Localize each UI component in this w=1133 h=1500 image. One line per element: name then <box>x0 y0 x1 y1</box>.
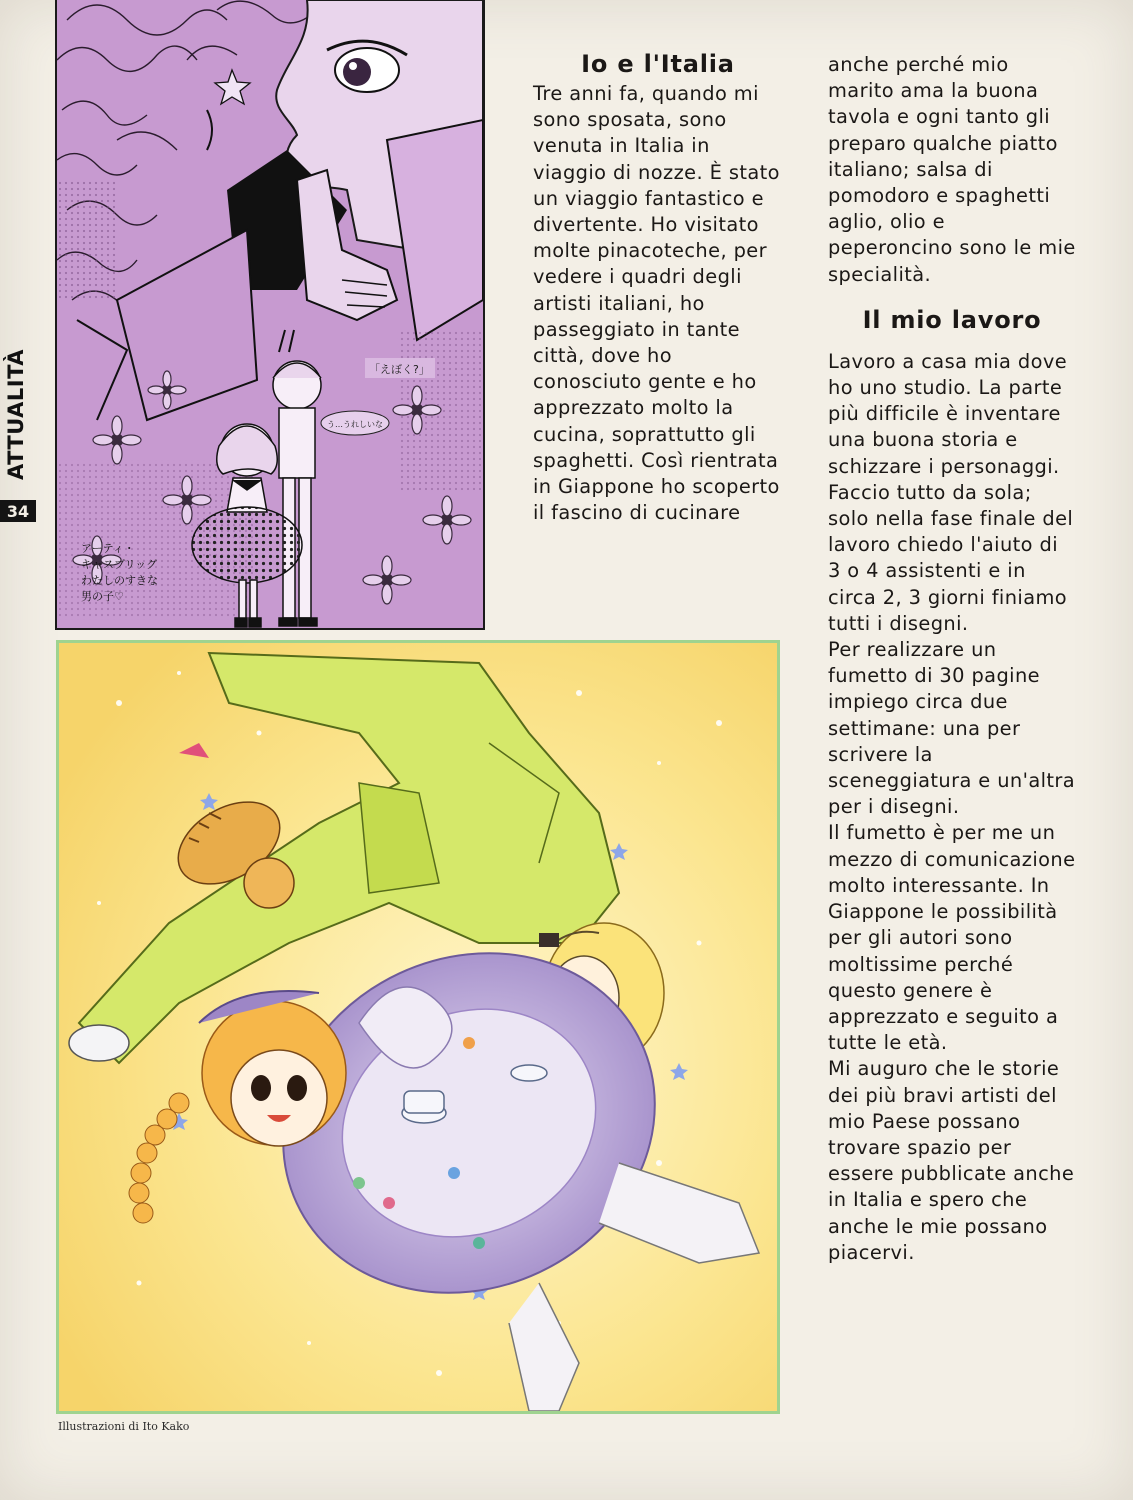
caption-line-3: わたしのすきな <box>81 574 158 587</box>
speech-bubble-text: 「えぼく?」 <box>369 363 430 376</box>
caption-line-2: キャスブリッグ <box>81 558 158 571</box>
article-paragraph: Tre anni fa, quando mi sono sposata, sono venuta in Italia in viaggio di nozze. È stato un viaggio fantastico e divertente. Ho visitato molte pinacoteche, per vedere i quadri degli artisti italiani, ho passeggiato in tante città, dove ho conosciuto gente e ho apprezzato molto la cucina, soprattutto gli spaghetti. Così rientrata in Giappone ho scoperto il fascino di cucinare <box>533 82 780 525</box>
manga-art-purple <box>57 0 483 628</box>
caption-line-1: アーティ・ <box>81 542 135 555</box>
article-column-2 <box>828 52 1076 1266</box>
article-paragraph: Lavoro a casa mia dove ho uno studio. La parte più difficile è inventare una buona storia e schizzare i personaggi. Faccio tutto da sola; solo nella fase finale del lavoro chiedo l'aiuto di 3 o 4 assistenti e in circa 2, 3 giorni finiamo tutti i disegni. <box>828 349 1074 635</box>
article-paragraph: Il fumetto è per me un mezzo di comunicazione molto interessante. In Giappone le possibilità per gli autori sono moltissime perché questo genere è apprezzato e seguito a tutte le età. <box>828 821 1076 1055</box>
section-tab-label: ATTUALITÀ <box>4 348 28 480</box>
section-heading-il-mio-lavoro: Il mio lavoro <box>862 305 1042 334</box>
article-column-1 <box>533 52 783 526</box>
article-paragraph: anche perché mio marito ama la buona tavola e ogni tanto gli preparo qualche piatto italiano; salsa di pomodoro e spaghetti aglio, olio e peperoncino sono le mie specialità. <box>828 53 1076 286</box>
section-tab <box>0 300 38 500</box>
caption-line-4: 男の子♡ <box>81 590 124 603</box>
manga-illustration-yellow <box>56 640 780 1414</box>
manga-art-yellow <box>59 643 777 1411</box>
page-number: 34 <box>0 500 36 522</box>
manga-illustration-purple <box>55 0 485 630</box>
article-paragraph: Per realizzare un fumetto di 30 pagine impiego circa due settimane: una per scrivere la sceneggiatura e un'altra per i disegni. <box>828 638 1076 819</box>
small-note-text: う…うれしいな <box>327 420 383 429</box>
section-heading-io-e-italia: Io e l'Italia <box>581 50 735 78</box>
illustration-credit: Illustrazioni di Ito Kako <box>58 1420 190 1433</box>
article-paragraph: Mi auguro che le storie dei più bravi artisti del mio Paese possano trovare spazio per essere pubblicate anche in Italia e spero che anche le mie possano piacervi. <box>828 1057 1075 1264</box>
